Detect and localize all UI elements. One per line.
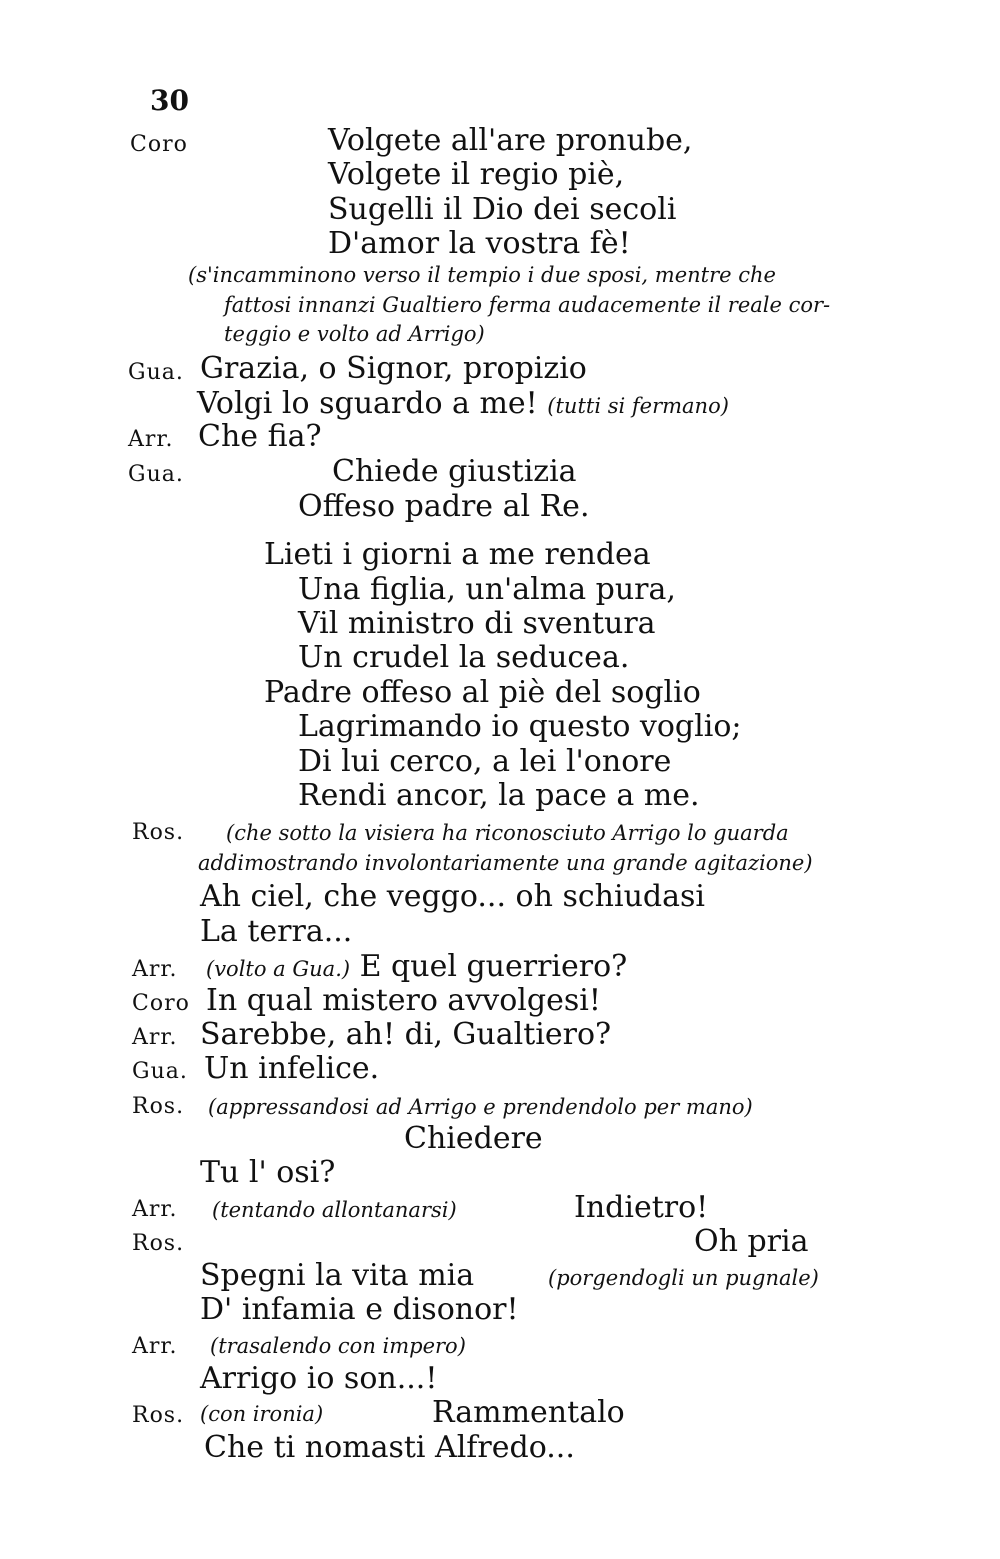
stage-direction: (appressandosi ad Arrigo e prendendolo per mano)	[208, 1095, 753, 1119]
verse-line: In qual mistero avvolgesi!	[206, 983, 601, 1018]
verse-line: Chiede giustizia	[332, 454, 577, 489]
verse-line: Padre offeso al piè del soglio	[264, 675, 701, 710]
verse-line: Ah ciel, che veggo... oh schiudasi	[200, 879, 705, 914]
verse-line: Spegni la vita mia	[200, 1258, 475, 1293]
speaker-label: Gua.	[128, 462, 184, 487]
speaker-label: Arr.	[128, 427, 174, 452]
verse-line: Sarebbe, ah! di, Gualtiero?	[200, 1017, 612, 1052]
speaker-label: Arr.	[132, 1197, 178, 1222]
verse-line: Chiedere	[404, 1121, 543, 1156]
verse-line: Offeso padre al Re.	[298, 489, 590, 524]
verse-line: D'amor la vostra fè!	[328, 226, 631, 261]
verse-line: Lieti i giorni a me rendea	[264, 537, 651, 572]
verse-line: Che fia?	[198, 419, 322, 454]
verse-line: Lagrimando io questo voglio;	[298, 709, 742, 744]
verse-line: Vil ministro di sventura	[298, 606, 656, 641]
verse-line: Tu l' osi?	[200, 1155, 336, 1190]
verse-line	[206, 950, 627, 986]
verse-line: Oh pria	[694, 1224, 809, 1259]
stage-direction: (volto a Gua.)	[206, 957, 351, 981]
speaker-label: Ros.	[132, 1403, 185, 1428]
verse-text: E quel guerriero?	[359, 949, 628, 984]
stage-direction: teggio e volto ad Arrigo)	[224, 322, 485, 346]
verse-line: Grazia, o Signor, propizio	[200, 351, 587, 386]
page-number: 30	[150, 84, 189, 117]
verse-line: Volgete all'are pronube,	[328, 123, 693, 158]
verse-line: Volgete il regio piè,	[328, 157, 625, 192]
verse-line	[197, 387, 729, 423]
stage-direction: (tutti si fermano)	[547, 394, 729, 418]
stage-direction: (che sotto la visiera ha riconosciuto Arrigo lo guarda	[226, 821, 789, 845]
verse-text: Volgi lo sguardo a me!	[197, 386, 538, 421]
verse-line: D' infamia e disonor!	[200, 1292, 519, 1327]
verse-line: Di lui cerco, a lei l'onore	[298, 744, 672, 779]
verse-line: Rendi ancor, la pace a me.	[298, 778, 700, 813]
stage-direction: fattosi innanzi Gualtiero ferma audacemente il reale cor-	[224, 293, 831, 317]
verse-line: Indietro!	[574, 1190, 709, 1225]
speaker-label: Coro	[132, 991, 190, 1016]
verse-line: Sugelli il Dio dei secoli	[328, 192, 677, 227]
stage-direction: (s'incamminono verso il tempio i due sposi, mentre che	[188, 263, 776, 287]
verse-line: Un crudel la seducea.	[298, 640, 630, 675]
verse-line: La terra...	[200, 914, 353, 949]
stage-direction: (porgendogli un pugnale)	[548, 1266, 819, 1290]
speaker-label: Arr.	[132, 1025, 178, 1050]
verse-line: Un infelice.	[204, 1051, 380, 1086]
verse-line: Arrigo io son...!	[200, 1361, 438, 1396]
stage-direction: (trasalendo con impero)	[210, 1334, 466, 1358]
stage-direction: (con ironia)	[200, 1402, 324, 1426]
speaker-label: Coro	[130, 132, 188, 157]
speaker-label: Ros.	[132, 1231, 185, 1256]
speaker-label: Gua.	[128, 360, 184, 385]
speaker-label: Arr.	[132, 957, 178, 982]
verse-line: Che ti nomasti Alfredo...	[204, 1430, 575, 1465]
speaker-label: Ros.	[132, 1094, 185, 1119]
speaker-label: Ros.	[132, 820, 185, 845]
stage-direction: addimostrando involontariamente una grande agitazione)	[198, 851, 813, 875]
speaker-label: Gua.	[132, 1059, 188, 1084]
stage-direction: (tentando allontanarsi)	[212, 1198, 457, 1222]
speaker-label: Arr.	[132, 1334, 178, 1359]
verse-line: Rammentalo	[432, 1395, 625, 1430]
verse-line: Una figlia, un'alma pura,	[298, 572, 676, 607]
